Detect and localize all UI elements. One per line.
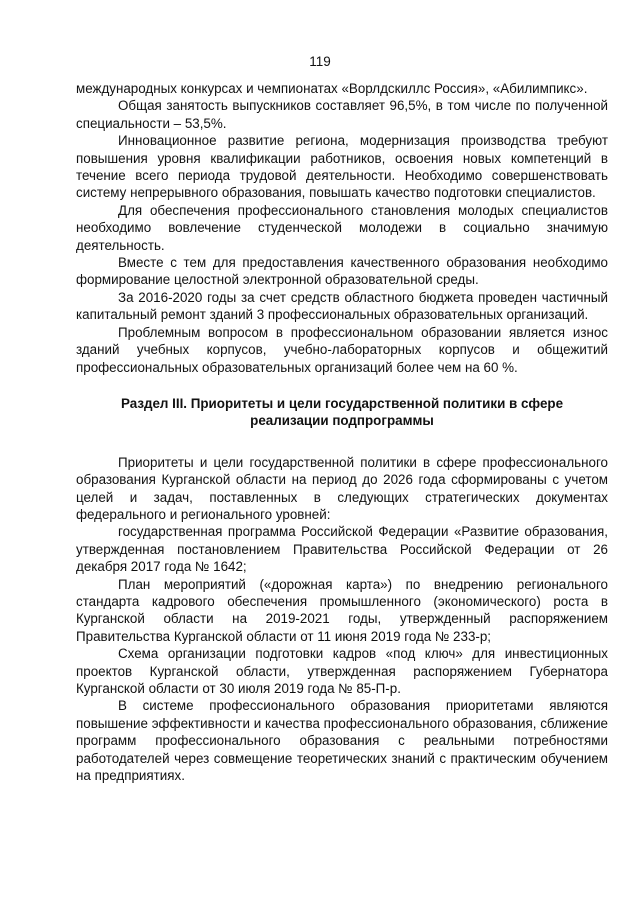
paragraph: государственная программа Российской Федерации «Развитие образования, утвержденная постановлением Правительства Российской Федерации от 26 декабря 2017 года № 1642; — [76, 524, 608, 575]
paragraph: Вместе с тем для предоставления качественного образования необходимо формирование целостной электронной образовательной среды. — [76, 255, 608, 288]
paragraph: Общая занятость выпускников составляет 96,5%, в том числе по полученной специальности – 53,5%. — [76, 98, 608, 131]
paragraph: Приоритеты и цели государственной политики в сфере профессионального образования Курганской области на период до 2026 года сформированы с учетом целей и задач, поставленных в следующих стратегических документах федерального и регионального уровней: — [76, 454, 608, 522]
page-number: 119 — [309, 54, 331, 69]
section-heading-line: Раздел III. Приоритеты и цели государственной политики в сфере — [120, 395, 564, 411]
paragraph: За 2016-2020 годы за счет средств областного бюджета проведен частичный капитальный ремонт зданий 3 профессиональных образовательных организаций. — [76, 289, 608, 323]
paragraph: В системе профессионального образования приоритетами являются повышение эффективности и качества профессионального образования, сближение программ профессионального образования с реальными потребностями работодателей через совмещение теоретических знаний с практическим обучением на предприятиях. — [76, 698, 608, 784]
paragraph: План мероприятий («дорожная карта») по внедрению регионального стандарта кадрового обеспечения промышленного (экономического) роста в Курганской области на 2019-2021 годы, утвержденный распоряжением Правительства Курганской области от 11 июня 2019 года № 233-р; — [76, 576, 608, 644]
document-body — [76, 80, 608, 784]
paragraph: Инновационное развитие региона, модернизация производства требуют повышения уровня квалификации работников, освоения новых компетенций в течение всего периода трудовой деятельности. Необходимо совершенствовать систему непрерывного образования, повышать качество подготовки специалистов. — [76, 133, 608, 201]
paragraph: Схема организации подготовки кадров «под ключ» для инвестиционных проектов Курганской области, утвержденная распоряжением Губернатора Курганской области от 30 июля 2019 года № 85-П-р. — [76, 646, 608, 696]
paragraph: международных конкурсах и чемпионатах «Ворлдскиллс Россия», «Абилимпикс». — [76, 81, 588, 96]
paragraph: Для обеспечения профессионального становления молодых специалистов необходимо вовлечение студенческой молодежи в социально значимую деятельность. — [76, 202, 608, 253]
section-heading — [76, 395, 608, 430]
section-heading-line: реализации подпрограммы — [250, 413, 434, 429]
paragraph: Проблемным вопросом в профессиональном образовании является износ зданий учебных корпусов, учебно-лабораторных корпусов и общежитий профессиональных образовательных организаций более чем на 60 %. — [76, 324, 608, 375]
